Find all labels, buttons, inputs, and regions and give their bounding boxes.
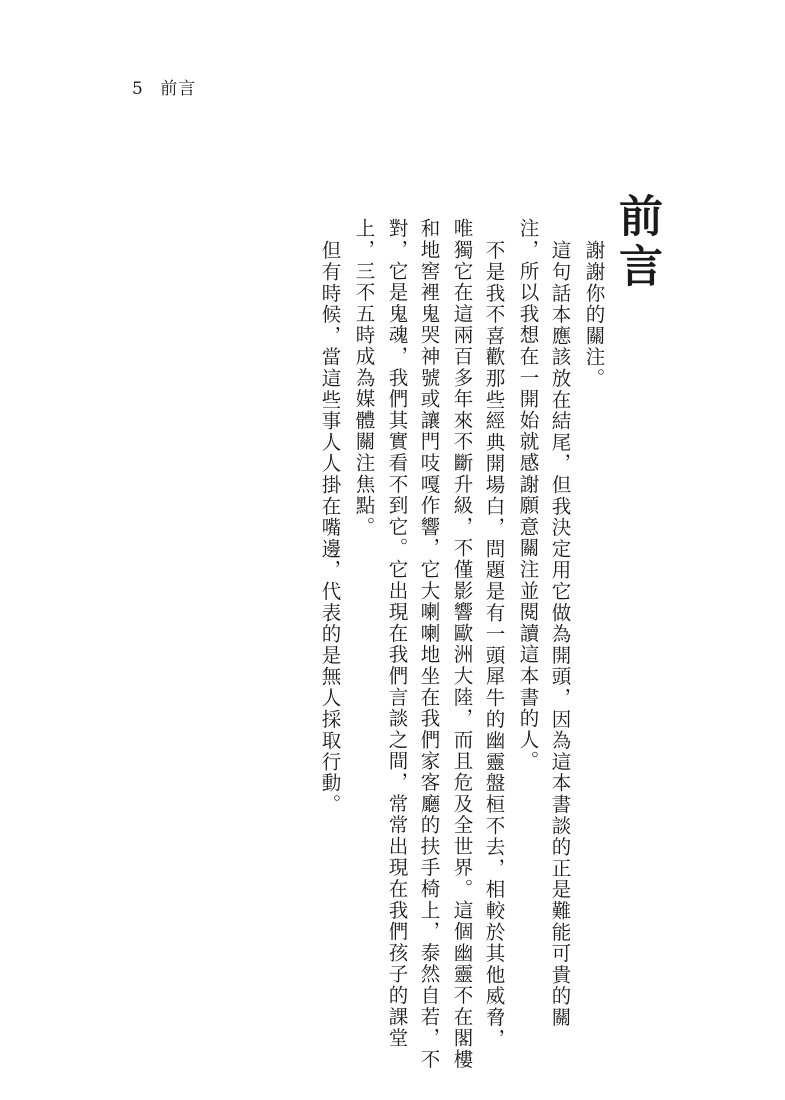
text-column-7: 對，它是鬼魂，我們其實看不到它。它出現在我們言談之間，常常出現在我們孩子的課堂 xyxy=(385,218,409,1049)
text-column-9: 但有時候，當這些事人人掛在嘴邊，代表的是無人採取行動。 xyxy=(318,240,342,816)
text-column-1: 謝謝你的關注。 xyxy=(582,240,606,390)
text-column-4: 不是我不喜歡那些經典開場白，問題是有一頭犀牛的幽靈盤桓不去，相較於其他威脅， xyxy=(482,240,506,1050)
running-head xyxy=(132,74,196,99)
text-column-6: 和地窖裡鬼哭神號或讓門吱嘎作響，它大喇喇地坐在我們家客廳的扶手椅上，泰然自若，不 xyxy=(417,218,441,1070)
running-head-section: 前言 xyxy=(160,79,197,99)
text-column-2: 這句話本應該放在結尾，但我決定用它做為開頭，因為這本書談的正是難能可貴的關 xyxy=(548,240,572,1029)
text-column-5: 唯獨它在這兩百多年來不斷升級，不僅影響歐洲大陸，而且危及全世界。這個幽靈不在閣樓 xyxy=(450,218,474,1070)
text-column-8: 上，三不五時成為媒體關注焦點。 xyxy=(352,218,376,538)
text-column-3: 注，所以我想在一開始就感謝願意關注並閱讀這本書的人。 xyxy=(516,218,540,772)
chapter-title: 前言 xyxy=(611,193,662,293)
page-number: 5 xyxy=(132,79,144,99)
